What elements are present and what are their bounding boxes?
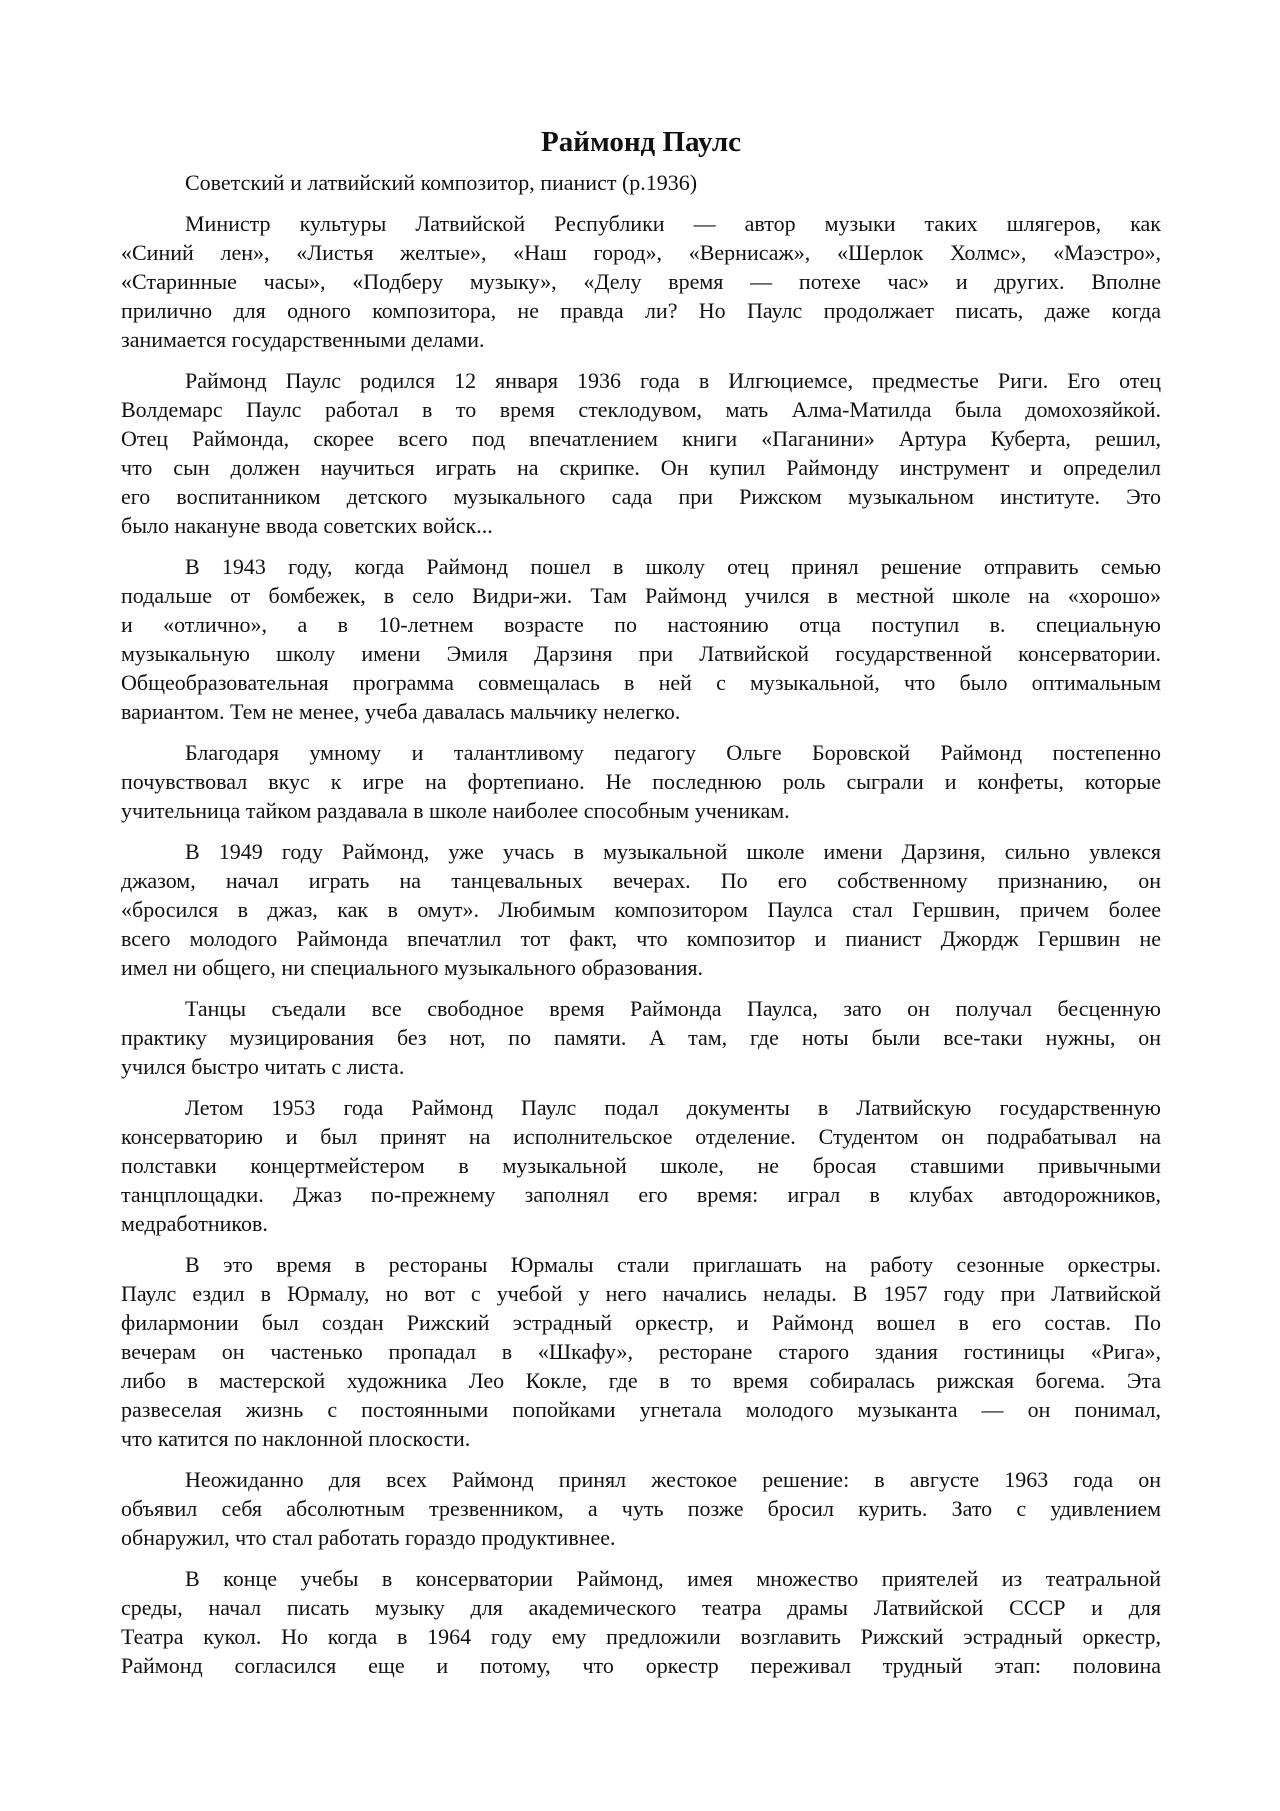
text-line: и «отлично», а в 10-летнем возрасте по настоянию отца поступил в. специальную — [121, 612, 1161, 637]
paragraph — [121, 837, 1161, 982]
text-line: Неожиданно для всех Раймонд принял жестокое решение: в августе 1963 года он — [185, 1467, 1161, 1492]
paragraph — [121, 366, 1161, 540]
text-line: «Старинные часы», «Подберу музыку», «Делу время — потехе час» и других. Вполне — [121, 269, 1161, 294]
text-line: В 1949 году Раймонд, уже учась в музыкальной школе имени Дарзиня, сильно увлекся — [185, 839, 1161, 864]
text-line: что катится по наклонной плоскости. — [121, 1426, 471, 1451]
text-line: танцплощадки. Джаз по-прежнему заполнял его время: играл в клубах автодорожников, — [121, 1182, 1161, 1207]
text-line: джазом, начал играть на танцевальных вечерах. По его собственному признанию, он — [121, 868, 1161, 893]
paragraph — [121, 738, 1161, 825]
text-line: среды, начал писать музыку для академического театра драмы Латвийской СССР и для — [121, 1595, 1161, 1620]
text-line: вечерам он частенько пропадал в «Шкафу», ресторане старого здания гостиницы «Рига», — [121, 1339, 1161, 1364]
text-line: Раймонд согласился еще и потому, что оркестр переживал трудный этап: половина — [121, 1653, 1161, 1678]
text-line: полставки концертмейстером в музыкальной школе, не бросая ставшими привычными — [121, 1153, 1161, 1178]
text-line: Театра кукол. Но когда в 1964 году ему предложили возглавить Рижский эстрадный оркестр, — [121, 1624, 1161, 1649]
paragraph — [121, 1093, 1161, 1238]
text-line: «Синий лен», «Листья желтые», «Наш город», «Вернисаж», «Шерлок Холмс», «Маэстро», — [121, 240, 1161, 265]
text-line: вариантом. Тем не менее, учеба давалась мальчику нелегко. — [121, 699, 681, 724]
text-line: филармонии был создан Рижский эстрадный оркестр, и Раймонд вошел в его состав. По — [121, 1310, 1161, 1335]
text-line: Советский и латвийский композитор, пианист (р.1936) — [185, 170, 698, 195]
text-line: развеселая жизнь с постоянными попойками угнетала молодого музыканта — он понимал, — [121, 1397, 1161, 1422]
text-line: В конце учебы в консерватории Раймонд, имея множество приятелей из театральной — [185, 1566, 1161, 1591]
text-line: музыкальную школу имени Эмиля Дарзиня при Латвийской государственной консерватории. — [121, 641, 1161, 666]
text-line: почувствовал вкус к игре на фортепиано. Не последнюю роль сыграли и конфеты, которые — [121, 769, 1161, 794]
text-line: всего молодого Раймонда впечатлил тот факт, что композитор и пианист Джордж Гершвин не — [121, 926, 1161, 951]
text-line: Раймонд Паулс родился 12 января 1936 года в Илгюциемсе, предместье Риги. Его отец — [185, 368, 1161, 393]
text-line: Летом 1953 года Раймонд Паулс подал документы в Латвийскую государственную — [185, 1095, 1161, 1120]
text-line: обнаружил, что стал работать гораздо продуктивнее. — [121, 1525, 616, 1550]
text-line: учился быстро читать с листа. — [121, 1054, 405, 1079]
text-line: либо в мастерской художника Лео Кокле, где в то время собиралась рижская богема. Эта — [121, 1368, 1161, 1393]
text-line: его воспитанником детского музыкального сада при Рижском музыкальном институте. Это — [121, 484, 1161, 509]
text-line: Министр культуры Латвийской Республики — автор музыки таких шлягеров, как — [185, 211, 1161, 236]
text-line: что сын должен научиться играть на скрипке. Он купил Раймонду инструмент и определил — [121, 455, 1161, 480]
text-line: Волдемарс Паулс работал в то время стеклодувом, мать Алма-Матилда была домохозяйкой. — [121, 397, 1161, 422]
paragraph — [121, 1250, 1161, 1453]
text-line: занимается государственными делами. — [121, 327, 485, 352]
paragraph — [121, 209, 1161, 354]
text-line: Паулс ездил в Юрмалу, но вот с учебой у него начались нелады. В 1957 году при Латвийской — [121, 1281, 1161, 1306]
text-line: В 1943 году, когда Раймонд пошел в школу отец принял решение отправить семью — [185, 554, 1161, 579]
document-body — [121, 168, 1161, 1680]
text-line: практику музицирования без нот, по памяти. А там, где ноты были все-таки нужны, он — [121, 1025, 1161, 1050]
text-line: Отец Раймонда, скорее всего под впечатлением книги «Паганини» Артура Куберта, решил, — [121, 426, 1161, 451]
text-line: Благодаря умному и талантливому педагогу Ольге Боровской Раймонд постепенно — [185, 740, 1161, 765]
text-line: учительница тайком раздавала в школе наиболее способным ученикам. — [121, 798, 790, 823]
paragraph — [121, 552, 1161, 726]
text-line: прилично для одного композитора, не правда ли? Но Паулс продолжает писать, даже когда — [121, 298, 1161, 323]
text-line: В это время в рестораны Юрмалы стали приглашать на работу сезонные оркестры. — [185, 1252, 1161, 1277]
paragraph — [121, 1564, 1161, 1680]
document-page — [121, 122, 1161, 1692]
text-line: подальше от бомбежек, в село Видри-жи. Там Раймонд учился в местной школе на «хорошо» — [121, 583, 1161, 608]
document-title: Раймонд Паулс — [541, 126, 741, 158]
text-line: медработников. — [121, 1211, 268, 1236]
text-line: консерваторию и был принят на исполнительское отделение. Студентом он подрабатывал на — [121, 1124, 1161, 1149]
text-line: Общеобразовательная программа совмещалась в ней с музыкальной, что было оптимальным — [121, 670, 1161, 695]
paragraph — [121, 168, 1161, 197]
paragraph — [121, 1465, 1161, 1552]
text-line: было накануне ввода советских войск... — [121, 513, 493, 538]
text-line: Танцы съедали все свободное время Раймонда Паулса, зато он получал бесценную — [185, 996, 1161, 1021]
paragraph — [121, 994, 1161, 1081]
text-line: «бросился в джаз, как в омут». Любимым композитором Паулса стал Гершвин, причем более — [121, 897, 1161, 922]
text-line: объявил себя абсолютным трезвенником, а чуть позже бросил курить. Зато с удивлением — [121, 1496, 1161, 1521]
text-line: имел ни общего, ни специального музыкального образования. — [121, 955, 703, 980]
